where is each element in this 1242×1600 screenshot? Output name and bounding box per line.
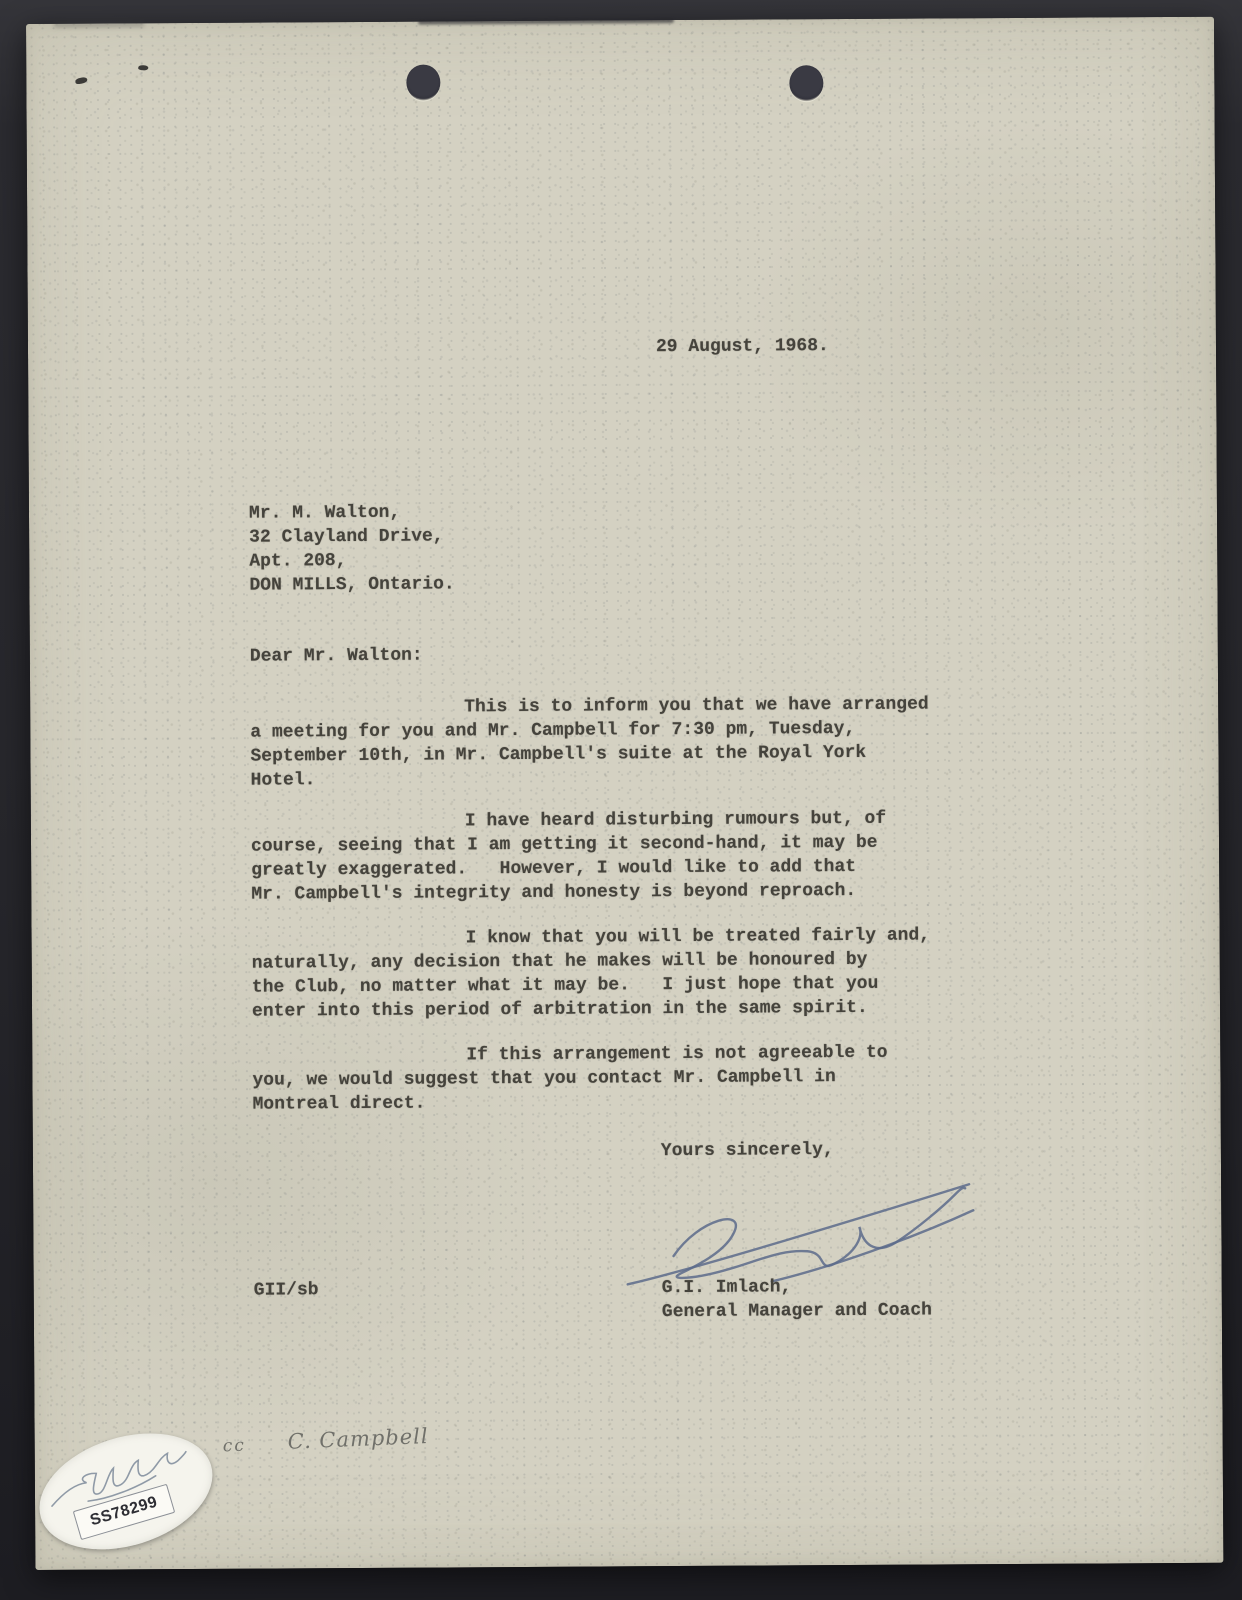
staple-mark bbox=[75, 77, 88, 85]
paragraph-1: This is to inform you that we have arranged a meeting for you and Mr. Campbell for 7:30 pm, Tuesday, September 10th, in Mr. Campbell's suite at the Royal York Hotel. bbox=[250, 694, 929, 791]
cc-label: cc bbox=[222, 1435, 247, 1457]
paragraph-3: I know that you will be treated fairly and, naturally, any decision that he makes will be honoured by the Club, no matter what it may be. I just hope that you enter into this period of arbitration in the same spirit. bbox=[251, 925, 931, 1022]
jsa-serial-number: SS78299 bbox=[88, 1493, 160, 1530]
jsa-authentication-sticker bbox=[25, 1413, 227, 1569]
letter-paper bbox=[26, 17, 1223, 1570]
letter-date: 29 August, 1968. bbox=[655, 336, 829, 358]
recipient-address: Mr. M. Walton, 32 Clayland Drive, Apt. 208, DON MILLS, Ontario. bbox=[248, 502, 455, 596]
staple-mark bbox=[138, 65, 148, 71]
punch-hole-left bbox=[406, 64, 440, 100]
top-edge-smudge bbox=[418, 18, 674, 25]
typist-initials: GII/sb bbox=[253, 1280, 319, 1301]
corner-tear-mark bbox=[54, 21, 144, 28]
complimentary-close: Yours sincerely, bbox=[660, 1140, 834, 1162]
cc-name: C. Campbell bbox=[287, 1423, 430, 1454]
signer-name: G.I. Imlach, bbox=[661, 1277, 792, 1299]
punch-hole-right bbox=[789, 65, 823, 101]
paragraph-2: I have heard disturbing rumours but, of course, seeing that I am getting it second-hand, it may be greatly exaggerated. However, I would like to add that Mr. Campbell's integrity and honesty is beyond reproach. bbox=[250, 808, 887, 905]
paragraph-4: If this arrangement is not agreeable to you, we would suggest that you contact Mr. Campbell in Montreal direct. bbox=[252, 1042, 888, 1115]
signer-title: General Manager and Coach bbox=[661, 1300, 932, 1323]
salutation: Dear Mr. Walton: bbox=[249, 645, 423, 667]
signature-ink bbox=[621, 1170, 982, 1290]
cc-annotation bbox=[222, 1424, 429, 1456]
